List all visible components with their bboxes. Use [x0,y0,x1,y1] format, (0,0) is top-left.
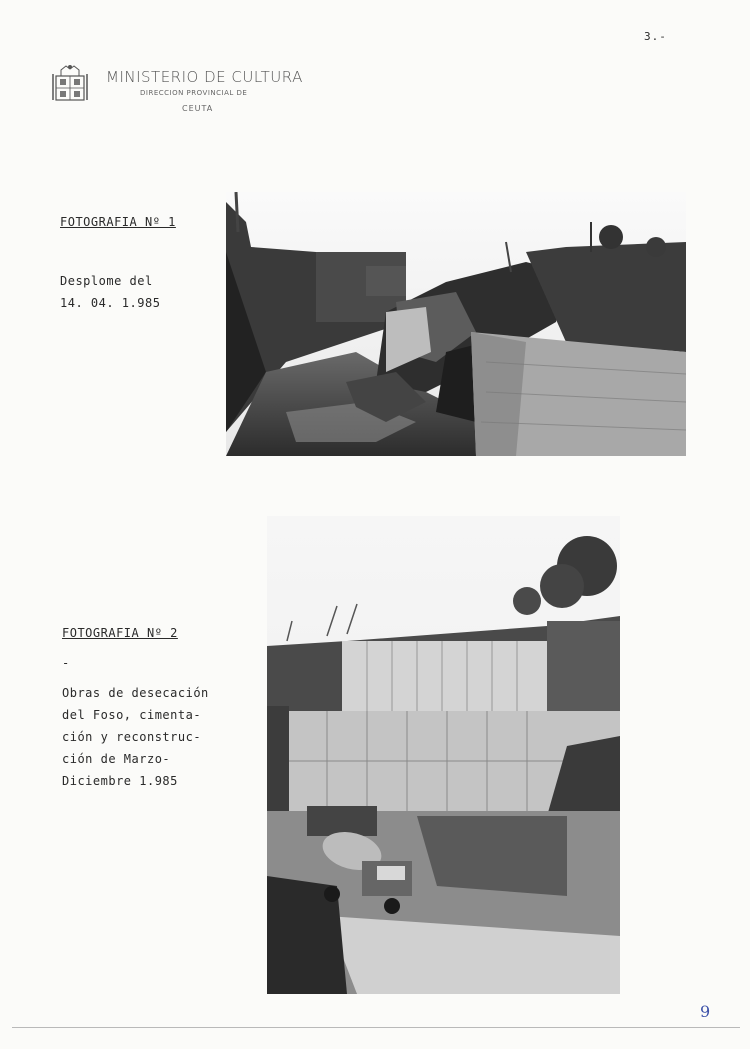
photo1-caption-line: Desplome del [60,274,153,288]
photo2-caption-line: Obras de desecación [62,686,209,700]
photo-2-reconstruction-works [267,516,620,994]
photo1-title: FOTOGRAFIA Nº 1 [60,215,176,229]
handwritten-page-number: 9 [700,1002,711,1021]
coat-of-arms-icon [52,62,88,102]
bottom-divider [12,1027,740,1028]
ministry-name: MINISTERIO DE CULTURA [106,68,303,86]
photo-1-wall-collapse [226,192,686,456]
photo2-caption-line: ción de Marzo- [62,752,171,766]
photo1-caption-line: 14. 04. 1.985 [60,296,161,310]
city-label: CEUTA [182,104,214,113]
photo2-dash: - [62,656,70,670]
photo2-caption-line: del Foso, cimenta- [62,708,202,722]
direccion-label: DIRECCION PROVINCIAL DE [140,89,248,97]
letterhead [52,62,312,122]
photo2-caption-line: Diciembre 1.985 [62,774,178,788]
photo2-caption-line: ción y reconstruc- [62,730,202,744]
photo2-title: FOTOGRAFIA Nº 2 [62,626,178,640]
page-number: 3.- [644,30,667,43]
